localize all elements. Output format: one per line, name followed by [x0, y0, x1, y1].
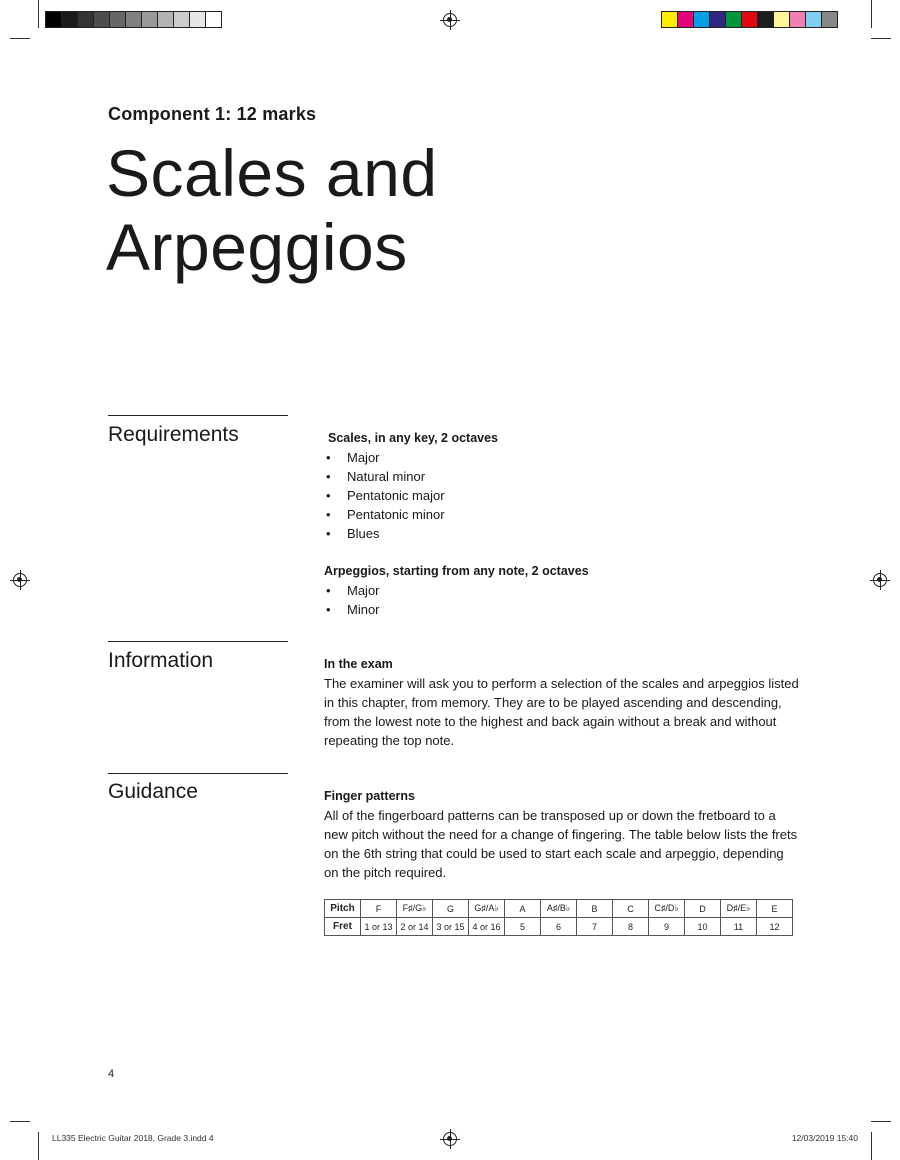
pitch-cell: F♯/G♭	[397, 900, 433, 918]
section-rule	[108, 415, 288, 416]
section-rule	[108, 641, 288, 642]
grayscale-bar	[46, 11, 222, 28]
gray-swatch	[93, 11, 110, 28]
scales-subheading: Scales, in any key, 2 octaves	[328, 431, 499, 445]
fret-cell: 4 or 16	[469, 918, 505, 936]
fret-cell: 9	[649, 918, 685, 936]
page-number: 4	[108, 1068, 115, 1080]
color-swatch	[757, 11, 774, 28]
list-item: • Minor	[324, 600, 799, 619]
gray-swatch	[61, 11, 78, 28]
list-item: • Natural minor	[324, 467, 799, 486]
fret-row-label: Fret	[325, 918, 361, 936]
fret-row	[325, 918, 793, 936]
arpeggios-list	[324, 581, 799, 619]
guidance-subheading: Finger patterns	[324, 789, 415, 803]
color-swatch	[725, 11, 742, 28]
pitch-row-label: Pitch	[325, 900, 361, 918]
pitch-cell: G	[433, 900, 469, 918]
information-text: The examiner will ask you to perform a selection of the scales and arpeggios listed in this chapter, from memory. They are to be played ascending and descending, from the lowest note to the highest and back again without a break and without repeating the top note.	[324, 676, 799, 748]
list-item: • Pentatonic minor	[324, 505, 799, 524]
fret-cell: 8	[613, 918, 649, 936]
slug-date: 12/03/2019 15:40	[791, 1133, 858, 1143]
color-swatch	[789, 11, 806, 28]
pitch-cell: B	[577, 900, 613, 918]
page-title-line-2: Arpeggios	[106, 210, 408, 284]
gray-swatch	[189, 11, 206, 28]
fret-cell: 3 or 15	[433, 918, 469, 936]
registration-mark-icon	[873, 573, 887, 587]
color-swatch	[741, 11, 758, 28]
guidance-body	[324, 787, 799, 882]
registration-mark-icon	[13, 573, 27, 587]
fret-cell: 12	[757, 918, 793, 936]
color-bar	[662, 11, 838, 28]
fret-table	[324, 899, 793, 936]
scales-list	[324, 448, 799, 543]
color-swatch	[821, 11, 838, 28]
fret-cell: 11	[721, 918, 757, 936]
registration-mark-icon	[443, 13, 457, 27]
gray-swatch	[77, 11, 94, 28]
fret-cell: 6	[541, 918, 577, 936]
information-body	[324, 655, 799, 750]
gray-swatch	[125, 11, 142, 28]
list-item: • Major	[324, 448, 799, 467]
requirements-heading: Requirements	[108, 423, 239, 446]
slug-filename: LL335 Electric Guitar 2018, Grade 3.indd 4	[52, 1133, 214, 1143]
color-swatch	[661, 11, 678, 28]
gray-swatch	[141, 11, 158, 28]
fret-cell: 10	[685, 918, 721, 936]
gray-swatch	[157, 11, 174, 28]
color-swatch	[693, 11, 710, 28]
requirements-body	[324, 429, 799, 619]
pitch-cell: A♯/B♭	[541, 900, 577, 918]
pitch-cell: C♯/D♭	[649, 900, 685, 918]
fret-cell: 5	[505, 918, 541, 936]
information-subheading: In the exam	[324, 657, 393, 671]
list-item: • Blues	[324, 524, 799, 543]
pitch-cell: G♯/A♭	[469, 900, 505, 918]
pitch-cell: A	[505, 900, 541, 918]
section-rule	[108, 773, 288, 774]
pitch-cell: E	[757, 900, 793, 918]
list-item: • Major	[324, 581, 799, 600]
color-swatch	[773, 11, 790, 28]
pitch-cell: C	[613, 900, 649, 918]
pitch-row	[325, 900, 793, 918]
guidance-text: All of the fingerboard patterns can be transposed up or down the fretboard to a new pitch without the need for a change of fingering. The table below lists the frets on the 6th string that could be used to start each scale and arpeggio, depending on the pitch required.	[324, 808, 798, 880]
color-swatch	[677, 11, 694, 28]
color-swatch	[709, 11, 726, 28]
gray-swatch	[109, 11, 126, 28]
fret-cell: 2 or 14	[397, 918, 433, 936]
pitch-cell: D♯/E♭	[721, 900, 757, 918]
fret-cell: 7	[577, 918, 613, 936]
component-label: Component 1: 12 marks	[108, 104, 317, 124]
fret-cell: 1 or 13	[361, 918, 397, 936]
page-title	[106, 136, 606, 284]
arpeggios-subheading: Arpeggios, starting from any note, 2 octaves	[324, 564, 589, 578]
gray-swatch	[205, 11, 222, 28]
guidance-heading: Guidance	[108, 780, 198, 803]
registration-mark-icon	[443, 1132, 457, 1146]
pitch-cell: F	[361, 900, 397, 918]
gray-swatch	[173, 11, 190, 28]
information-heading: Information	[108, 649, 214, 672]
pitch-cell: D	[685, 900, 721, 918]
gray-swatch	[45, 11, 62, 28]
color-swatch	[805, 11, 822, 28]
page-title-line-1: Scales and	[106, 136, 438, 210]
list-item: • Pentatonic major	[324, 486, 799, 505]
